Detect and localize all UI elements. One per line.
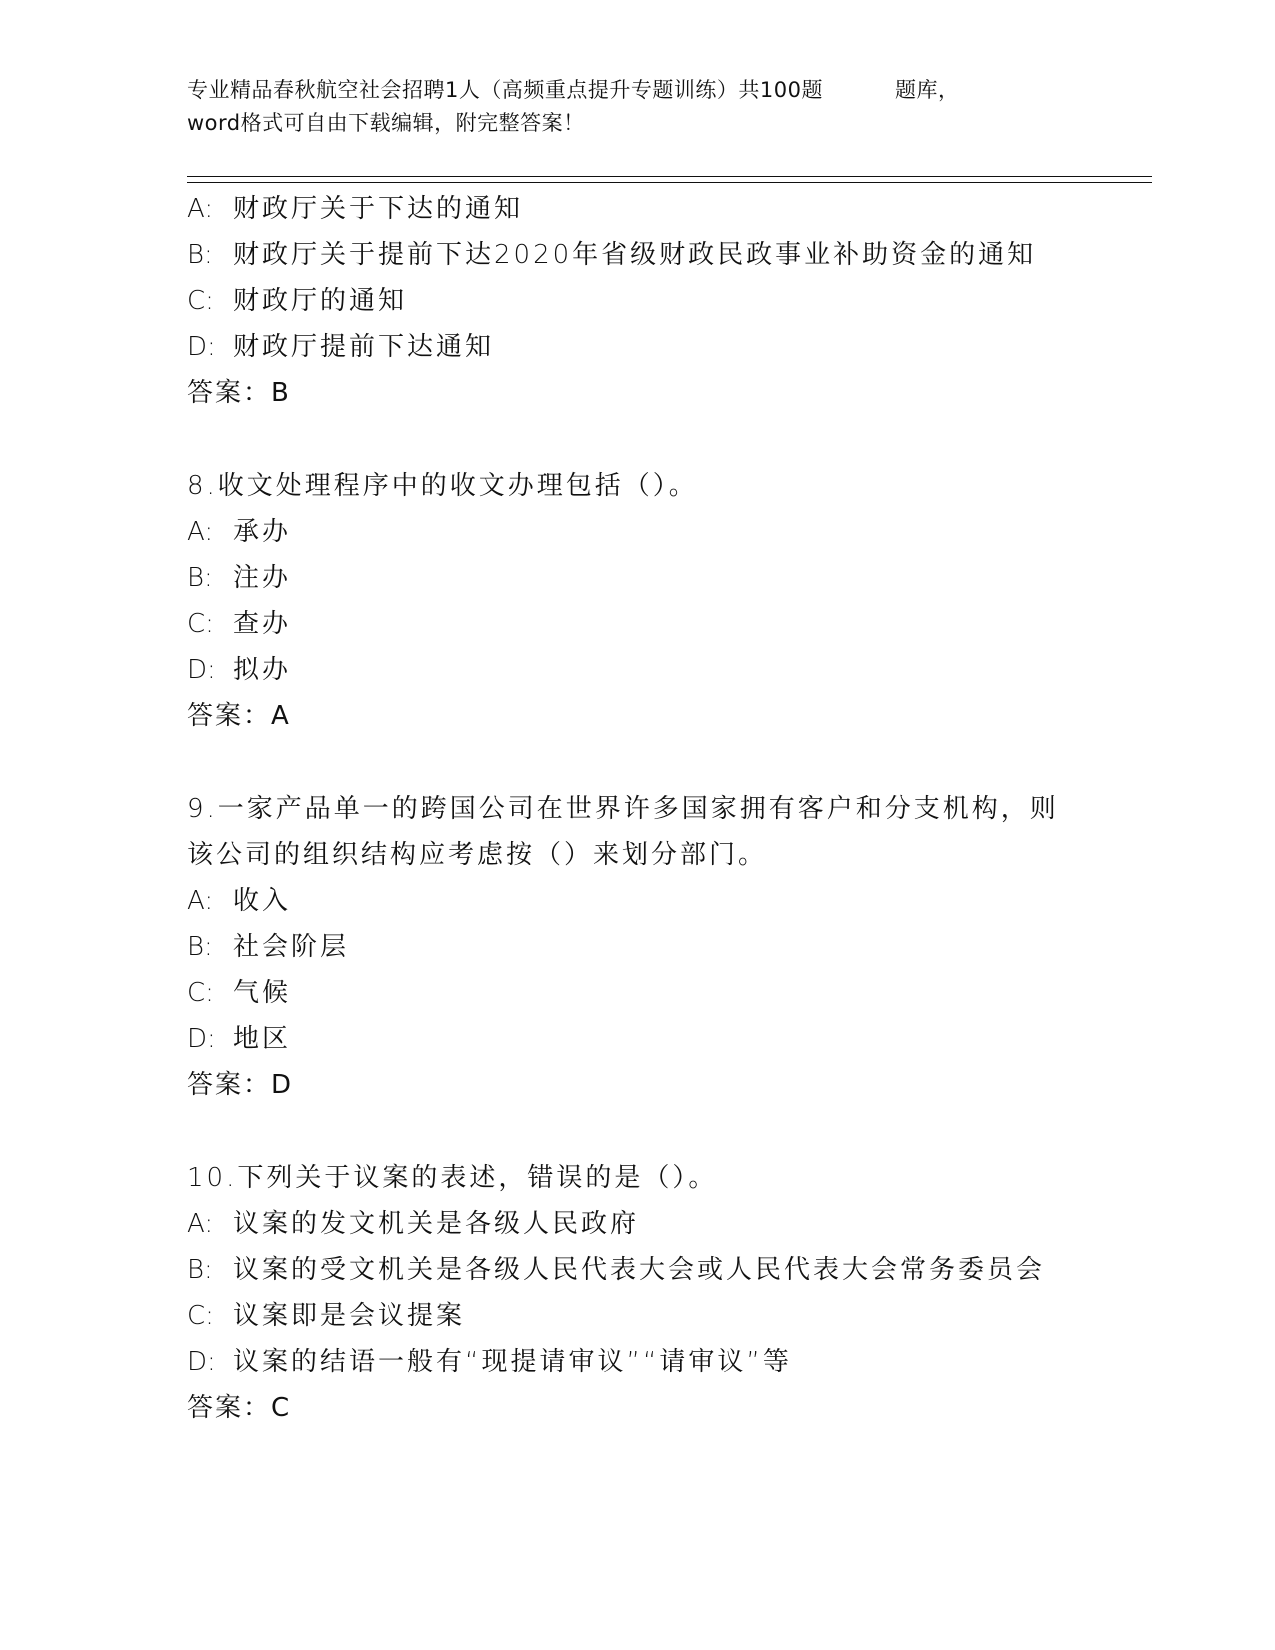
option-d: D: 财政厅提前下达通知 <box>187 332 495 362</box>
question-9-block <box>187 786 1147 1108</box>
question-7-block <box>187 186 1147 416</box>
option-c: C: 查办 <box>187 609 292 639</box>
option-d: D: 拟办 <box>187 655 292 685</box>
answer: 答案：B <box>187 378 291 408</box>
option-c: C: 财政厅的通知 <box>187 286 408 316</box>
header-line-2: word格式可自由下载编辑，附完整答案！ <box>187 111 585 135</box>
question-10-block <box>187 1155 1147 1431</box>
answer: 答案：A <box>187 701 291 731</box>
option-a: A: 财政厅关于下达的通知 <box>187 194 524 224</box>
option-a: A: 议案的发文机关是各级人民政府 <box>187 1209 640 1239</box>
question-text: 10.下列关于议案的表述，错误的是（）。 <box>187 1163 718 1193</box>
option-b: B: 财政厅关于提前下达2020年省级财政民政事业补助资金的通知 <box>187 240 1037 270</box>
option-a: A: 收入 <box>187 886 292 916</box>
question-text: 8.收文处理程序中的收文办理包括（）。 <box>187 471 698 501</box>
option-b: B: 社会阶层 <box>187 932 350 962</box>
answer: 答案：D <box>187 1070 294 1100</box>
question-text-line-2: 该公司的组织结构应考虑按（）来划分部门。 <box>187 840 768 870</box>
header-title-suffix: 题库， <box>894 78 960 102</box>
header-title: 专业精品春秋航空社会招聘1人（高频重点提升专题训练）共100题 <box>187 78 823 102</box>
option-d: D: 地区 <box>187 1024 292 1054</box>
header-divider-bottom <box>187 182 1152 183</box>
document-header <box>187 74 1087 140</box>
option-b: B: 议案的受文机关是各级人民代表大会或人民代表大会常务委员会 <box>187 1255 1046 1285</box>
question-8-block <box>187 463 1147 739</box>
option-b: B: 注办 <box>187 563 292 593</box>
option-c: C: 议案即是会议提案 <box>187 1301 466 1331</box>
answer: 答案：C <box>187 1393 292 1423</box>
question-text-line-1: 9.一家产品单一的跨国公司在世界许多国家拥有客户和分支机构，则 <box>187 794 1059 824</box>
header-line-1 <box>187 74 1087 107</box>
question-content <box>187 186 1147 1431</box>
header-divider-top <box>187 176 1152 177</box>
option-d: D: 议案的结语一般有“现提请审议”“请审议”等 <box>187 1347 792 1377</box>
option-c: C: 气候 <box>187 978 292 1008</box>
option-a: A: 承办 <box>187 517 292 547</box>
